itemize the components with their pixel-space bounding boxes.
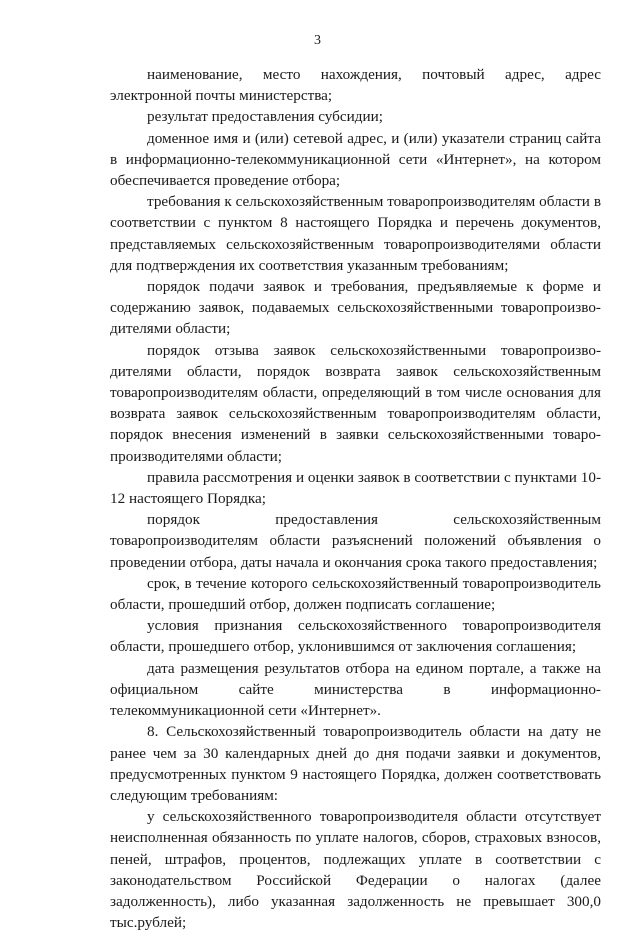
paragraph-ministry-contacts: наименование, место нахождения, почтовый адрес, адрес электронной почты министерства; [110,66,601,105]
page-number: 3 [314,33,321,48]
paragraph-subsidy-result: результат предоставления субсидии; [147,108,383,126]
paragraph-review-rules: правила рассмотрения и оценки заявок в соответствии с пунктами 10-12 настоящего Порядка; [110,468,601,508]
paragraph-clarifications: порядок предоставления сельскохозяйственным товаропроизводителям области разъяснений положений объявления о проведении отбора, даты начала и окончания срока такого предоставления; [110,511,601,571]
paragraph-item-8: 8. Сельскохозяйственный товаропроизводитель области на дату не ранее чем за 30 календарных дней до дня подачи заявки и документов, предусмотренных пунктом 9 настоящего Порядка, должен соответствовать следующим требованиям: [110,723,601,804]
document-body [110,64,601,933]
paragraph-evasion-conditions: условия признания сельскохозяйственного товаропроизводителя области, прошедшего отбор, уклонившимся от заключения соглашения; [110,617,601,656]
paragraph-application-procedure: порядок подачи заявок и требования, предъявляемые к форме и содержанию заявок, подаваемых сельскохозяйственными товаропроизво-дителями области; [110,278,601,338]
paragraph-results-publication: дата размещения результатов отбора на едином портале, а также на официальном сайте министерства в информационно-телекоммуникационной сети «Интернет». [110,659,601,720]
paragraph-withdrawal-procedure: порядок отзыва заявок сельскохозяйственными товаропроизво-дителями области, порядок возврата заявок сельскохозяйственным товаропроизводителям области, определяющий в том числе основания для возврата заявок сельскохозяйственным товаропроизводителям области, порядок внесения изменений в заявки сельскохозяйственными товаро-производителями области; [110,341,601,465]
paragraph-requirements: требования к сельскохозяйственным товаропроизводителям области в соответствии с пунктом 8 настоящего Порядка и перечень документов, представляемых сельскохозяйственным товаропроизводителями области для подтверждения их соответствия указанным требованиям; [110,193,601,274]
paragraph-domain-name: доменное имя и (или) сетевой адрес, и (или) указатели страниц сайта в информационно-телекоммуникационной сети «Интернет», на котором обеспечивается проведение отбора; [110,129,601,190]
paragraph-signing-deadline: срок, в течение которого сельскохозяйственный товаропроизводитель области, прошедший отбор, должен подписать соглашение; [110,574,601,614]
paragraph-tax-debt: у сельскохозяйственного товаропроизводителя области отсутствует неисполненная обязанность по уплате налогов, сборов, страховых взносов, пеней, штрафов, процентов, подлежащих уплате в соответствии с законодательством Российской Федерации о налогах (далее задолженность), либо указанная задолженность не превышает 300,0 тыс.рублей; [110,808,601,932]
